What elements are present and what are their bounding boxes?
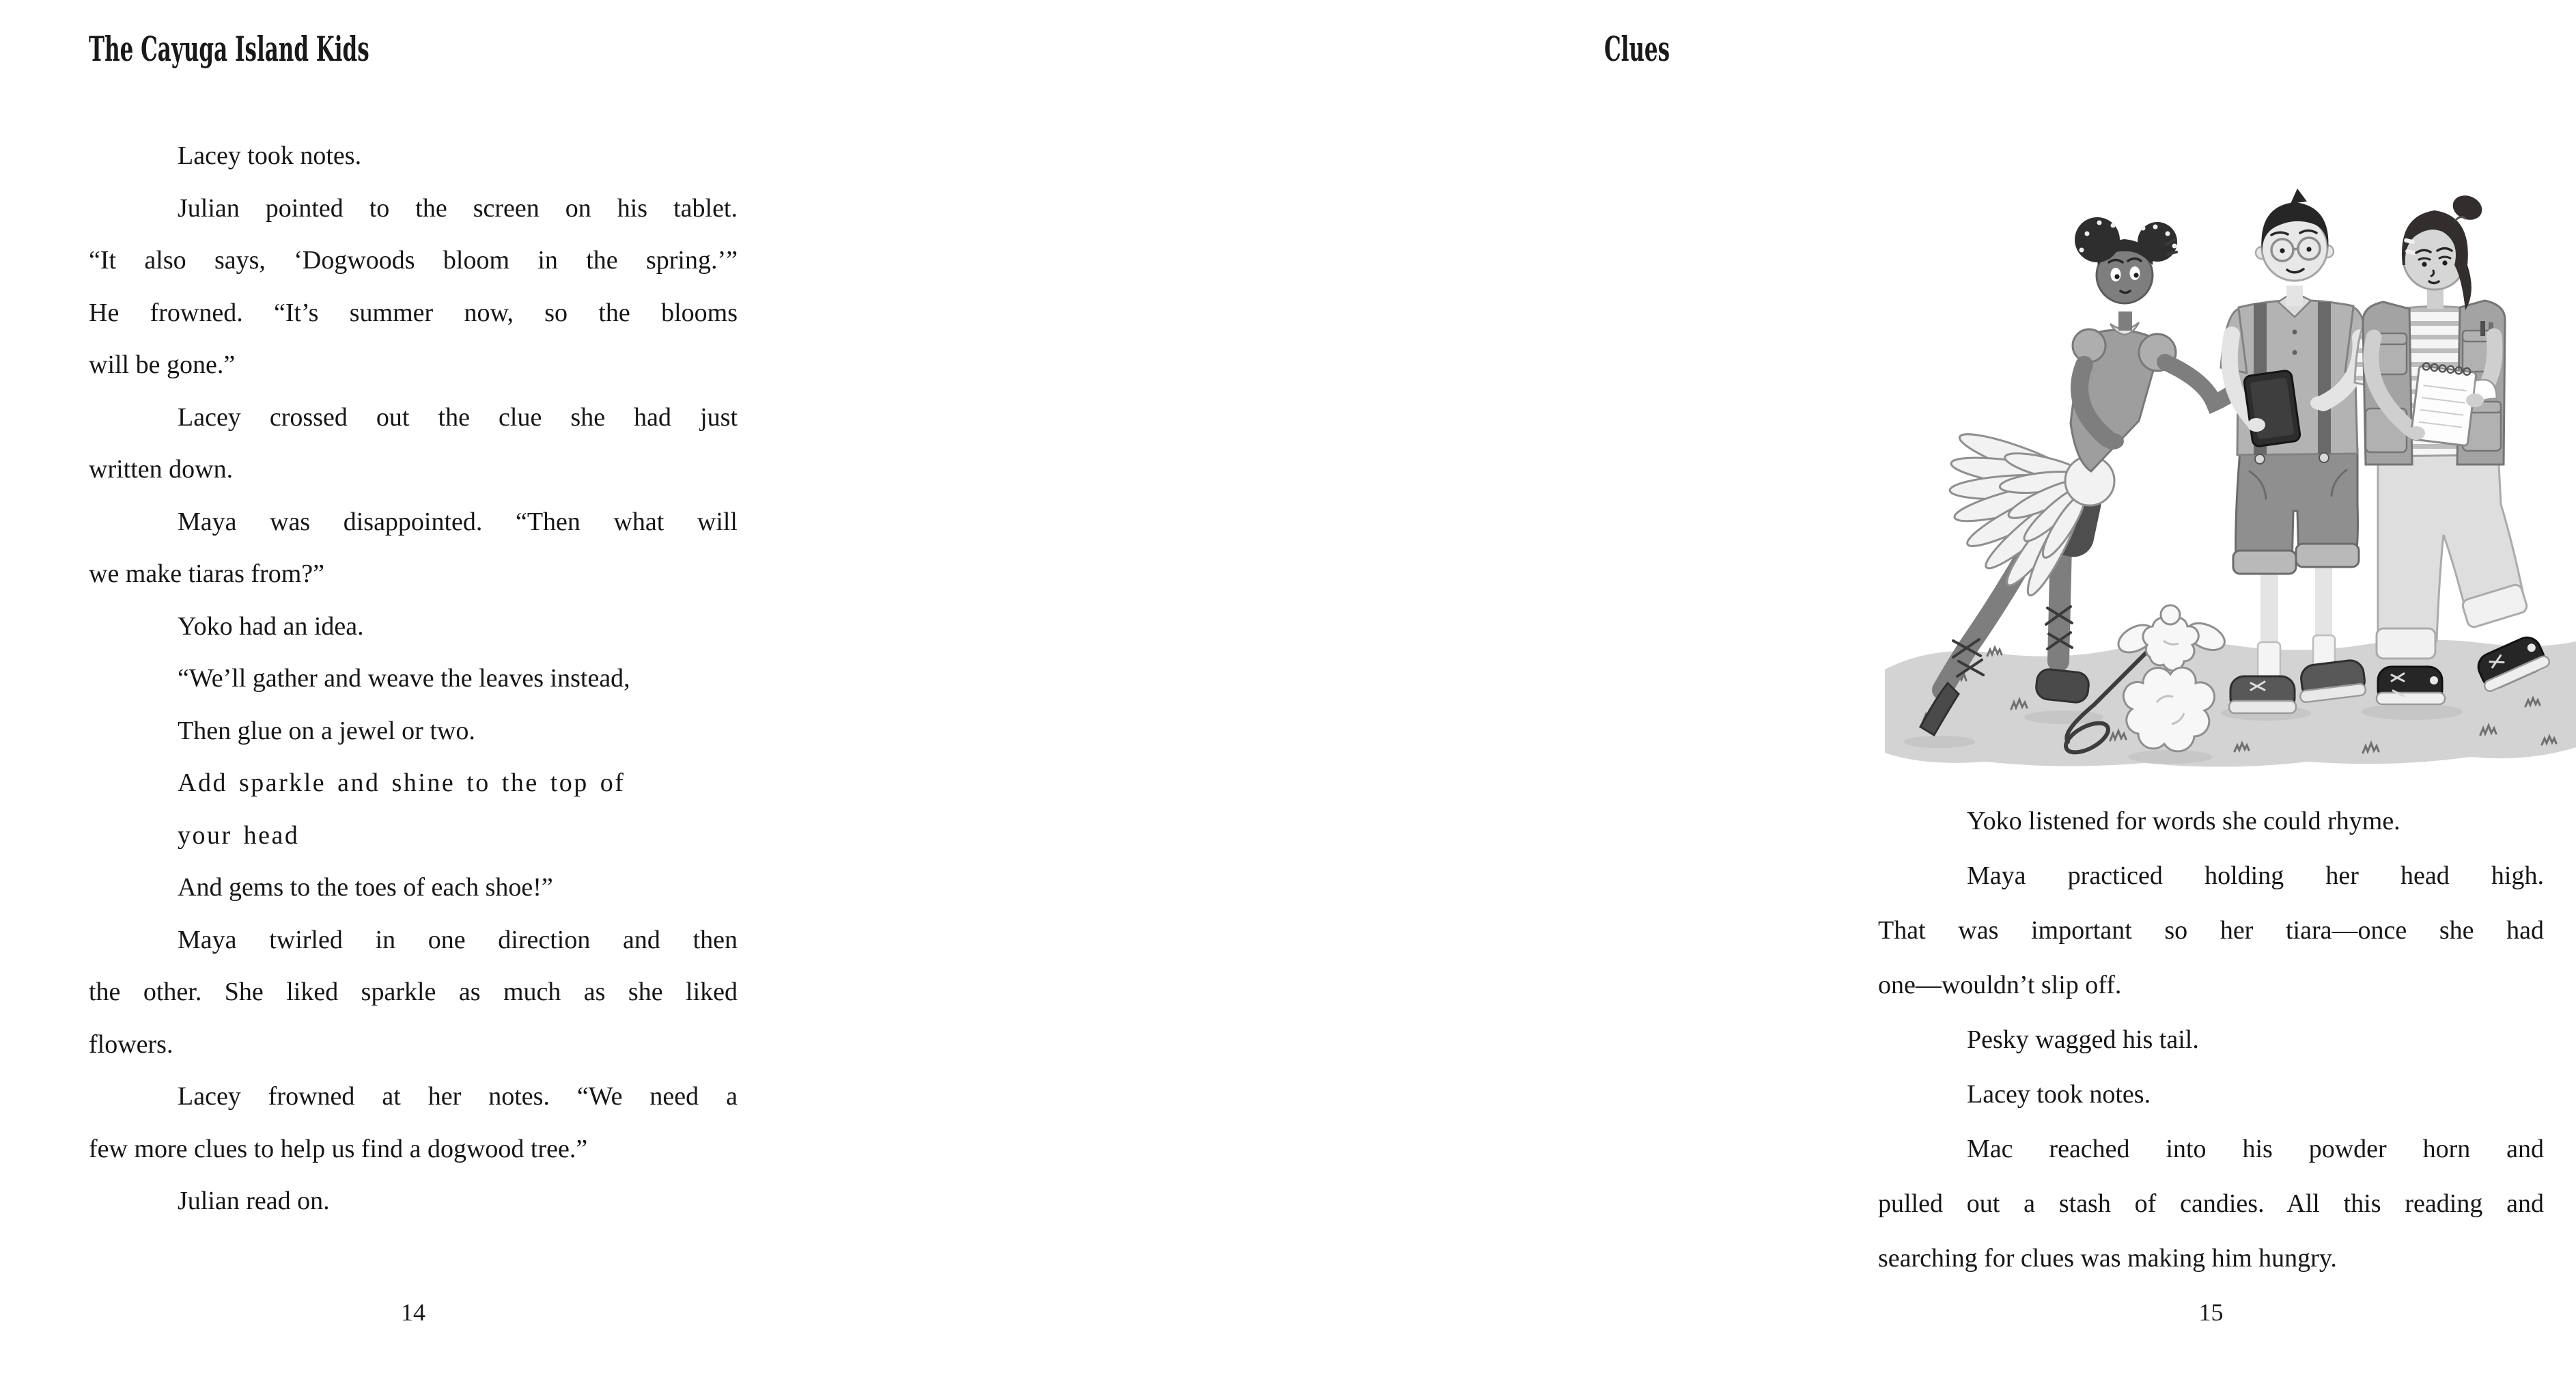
text-line: your head	[178, 820, 300, 850]
text-line: Lacey took notes.	[1967, 1080, 2151, 1109]
text-line: searching for clues was making him hungry.	[1878, 1244, 2337, 1273]
text-line: Maya was disappointed. “Then what will	[178, 507, 738, 536]
text-line: Pesky wagged his tail.	[1967, 1025, 2199, 1054]
text-line: Julian pointed to the screen on his tablet.	[178, 193, 738, 223]
right-running-head: Clues	[1604, 29, 1670, 69]
text-line: Maya practiced holding her head high.	[1967, 861, 2544, 890]
text-line: the other. She liked sparkle as much as she liked	[89, 978, 738, 1006]
text-line: Then glue on a jewel or two.	[178, 716, 475, 745]
text-line: That was important so her tiara—once she had	[1878, 916, 2544, 945]
text-line: Mac reached into his powder horn and	[1967, 1135, 2544, 1163]
text-line: Lacey frowned at her notes. “We need a	[178, 1082, 738, 1111]
right-page	[874, 0, 2544, 1399]
text-line: Yoko had an idea.	[178, 611, 364, 641]
left-page	[0, 0, 874, 1399]
text-line: one—wouldn’t slip off.	[1878, 971, 2122, 999]
text-line: Maya twirled in one direction and then	[178, 925, 738, 954]
story-illustration	[1885, 163, 2576, 779]
left-page-number: 14	[401, 1299, 425, 1326]
text-line: He frowned. “It’s summer now, so the blooms	[89, 298, 738, 327]
left-running-head: The Cayuga Island Kids	[89, 29, 369, 69]
text-line: pulled out a stash of candies. All this reading and	[1878, 1189, 2544, 1218]
text-line: written down.	[89, 455, 234, 484]
right-text-column	[1878, 794, 2544, 1286]
text-line: Lacey took notes.	[178, 141, 362, 170]
text-line: And gems to the toes of each shoe!”	[178, 873, 553, 902]
text-line: “It also says, ‘Dogwoods bloom in the spring.’”	[89, 246, 738, 275]
julian-boy	[2221, 189, 2371, 713]
text-line: Add sparkle and shine to the top of	[178, 768, 626, 797]
right-page-number: 15	[2198, 1299, 2224, 1326]
text-line: we make tiaras from?”	[89, 559, 324, 588]
text-line: Lacey crossed out the clue she had just	[178, 402, 738, 432]
text-line: will be gone.”	[89, 350, 236, 379]
text-line: Yoko listened for words she could rhyme.	[1967, 807, 2400, 835]
text-line: few more clues to help us find a dogwood tree.”	[89, 1134, 588, 1163]
text-line: “We’ll gather and weave the leaves instead,	[178, 664, 630, 693]
lacey-girl	[2355, 191, 2551, 704]
text-line: flowers.	[89, 1029, 173, 1059]
left-text-column	[89, 130, 738, 1228]
text-line: Julian read on.	[178, 1187, 330, 1215]
